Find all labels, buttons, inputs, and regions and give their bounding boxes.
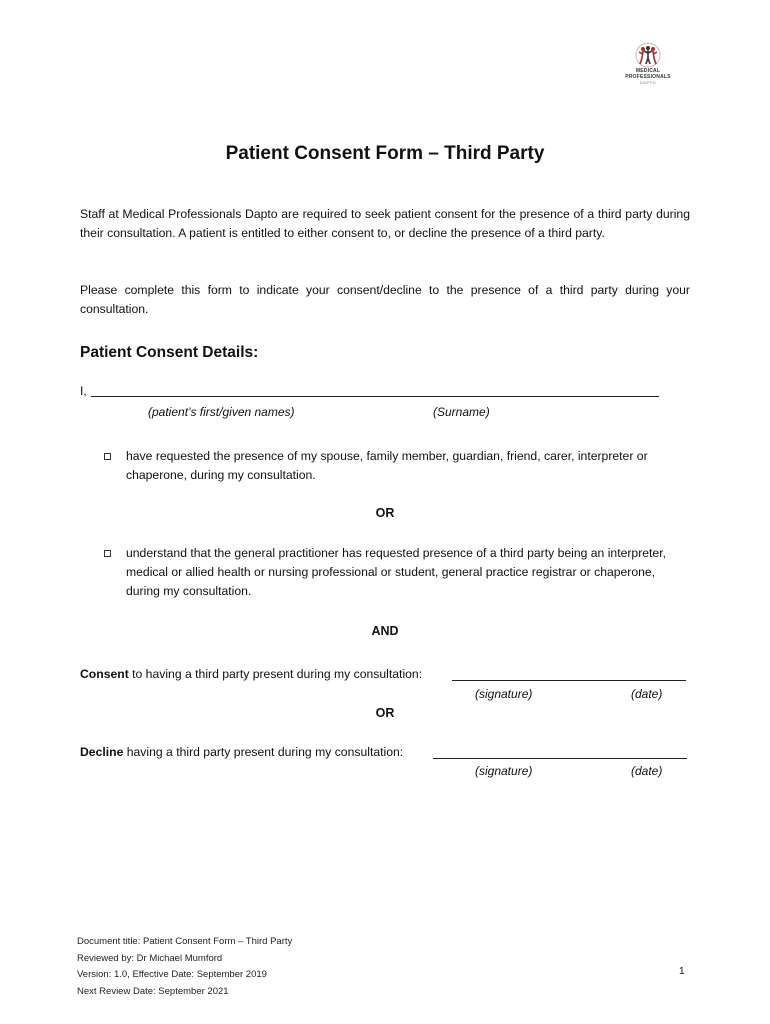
decline-statement bbox=[80, 745, 403, 759]
consent-bold: Consent bbox=[80, 667, 129, 681]
option-1-checkbox[interactable] bbox=[104, 453, 111, 460]
decline-bold: Decline bbox=[80, 745, 124, 759]
decline-date-caption: (date) bbox=[631, 764, 663, 778]
or-label-1: OR bbox=[375, 506, 395, 520]
name-input-line[interactable] bbox=[91, 396, 659, 397]
logo-name: MEDICAL PROFESSIONALS bbox=[625, 68, 671, 80]
surname-caption: (Surname) bbox=[433, 405, 490, 419]
decline-rest: having a third party present during my consultation: bbox=[123, 745, 404, 759]
option-2-text: understand that the general practitioner has requested presence of a third party being an interpreter, medical or allied health or nursing professional or student, general practice registrar or chaperone, during my consultation. bbox=[126, 546, 666, 598]
consent-statement bbox=[80, 667, 422, 681]
logo-location: DAPTO bbox=[639, 80, 657, 85]
section-heading: Patient Consent Details: bbox=[80, 344, 259, 361]
option-2-checkbox[interactable] bbox=[104, 550, 111, 557]
footer-block bbox=[77, 934, 292, 1000]
intro-paragraph-1: Staff at Medical Professionals Dapto are required to seek patient consent for the presence of a third party during their consultation. A patient is entitled to either consent to, or decline the presence of a third party. bbox=[80, 207, 690, 240]
people-logo-icon bbox=[632, 42, 664, 68]
and-label: AND bbox=[371, 624, 399, 638]
given-names-caption: (patient’s first/given names) bbox=[148, 405, 295, 419]
footer-next-review: Next Review Date: September 2021 bbox=[77, 985, 229, 997]
consent-date-caption: (date) bbox=[631, 687, 663, 701]
name-line bbox=[80, 384, 87, 398]
decline-signature-line[interactable] bbox=[433, 758, 687, 759]
page-number: 1 bbox=[679, 966, 685, 977]
footer-doc-title: Document title: Patient Consent Form – Third Party bbox=[77, 936, 293, 947]
intro-paragraph-2: Please complete this form to indicate your consent/decline to the presence of a third party during your consultation. bbox=[80, 283, 690, 316]
consent-rest: to having a third party present during my consultation: bbox=[128, 667, 423, 681]
consent-signature-caption: (signature) bbox=[475, 687, 533, 701]
page-title: Patient Consent Form – Third Party bbox=[225, 143, 545, 164]
decline-signature-caption: (signature) bbox=[475, 764, 533, 778]
name-prefix: I, bbox=[80, 384, 87, 398]
footer-reviewed-by: Reviewed by: Dr Michael Mumford bbox=[77, 952, 223, 964]
practice-logo bbox=[624, 42, 672, 86]
footer-version: Version: 1.0, Effective Date: September 2019 bbox=[77, 969, 267, 980]
or-label-2: OR bbox=[375, 706, 395, 720]
consent-signature-line[interactable] bbox=[452, 680, 686, 681]
option-1-text: have requested the presence of my spouse, family member, guardian, friend, carer, interpreter or chaperone, during my consultation. bbox=[126, 449, 648, 482]
